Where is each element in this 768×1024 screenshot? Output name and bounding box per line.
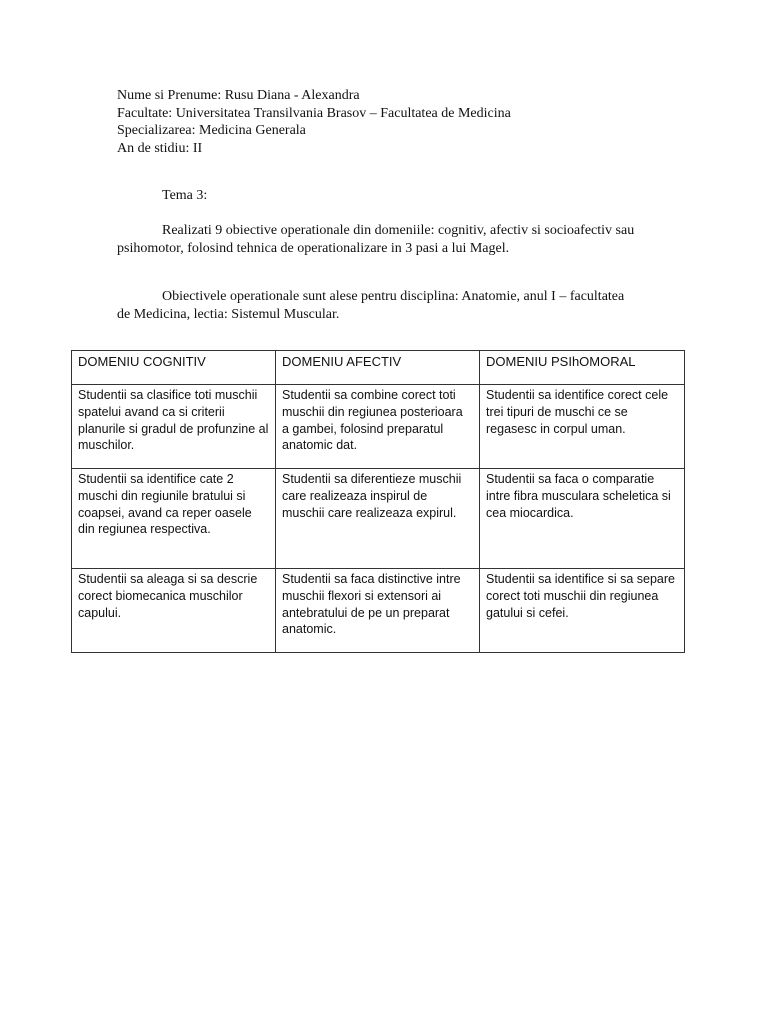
table-row xyxy=(72,569,685,653)
assignment-title: Tema 3: xyxy=(162,188,208,203)
assignment-description: Realizati 9 obiective operationale din domeniile: cognitiv, afectiv si socioafectiv sau psihomotor, folosind tehnica de operationalizare in 3 pasi a lui Magel. xyxy=(117,223,635,256)
table-cell: Studentii sa combine corect toti muschii din regiunea posterioara a gambei, folosind preparatul anatomic dat. xyxy=(276,385,480,469)
table-cell: Studentii sa faca o comparatie intre fibra musculara scheletica si cea miocardica. xyxy=(480,469,685,569)
objectives-table xyxy=(71,350,685,653)
table-row xyxy=(72,469,685,569)
header-psychomotor: DOMENIU PSIhOMORAL xyxy=(480,351,685,385)
student-name: Nume si Prenume: Rusu Diana - Alexandra xyxy=(117,88,360,103)
specialization: Specializarea: Medicina Generala xyxy=(117,123,306,138)
table-cell: Studentii sa diferentieze muschii care realizeaza inspirul de muschii care realizeaza expirul. xyxy=(276,469,480,569)
table-cell: Studentii sa identifice si sa separe corect toti muschii din regiunea gatului si cefei. xyxy=(480,569,685,653)
student-info xyxy=(117,87,511,157)
table-cell: Studentii sa identifice cate 2 muschi din regiunile bratului si coapsei, avand ca reper oasele din regiunea respectiva. xyxy=(72,469,276,569)
table-row xyxy=(72,385,685,469)
table-cell: Studentii sa faca distinctive intre muschii flexori si extensori ai antebratului de pe un preparat anatomic. xyxy=(276,569,480,653)
faculty: Facultate: Universitatea Transilvania Brasov – Facultatea de Medicina xyxy=(117,105,511,121)
discipline-description: Obiectivele operationale sunt alese pentru disciplina: Anatomie, anul I – facultatea de Medicina, lectia: Sistemul Muscular. xyxy=(117,289,625,322)
table-cell: Studentii sa identifice corect cele trei tipuri de muschi ce se regasesc in corpul uman. xyxy=(480,385,685,469)
table-header-row xyxy=(72,351,685,385)
header-cognitive: DOMENIU COGNITIV xyxy=(72,351,276,385)
table-cell: Studentii sa clasifice toti muschii spatelui avand ca si criterii planurile si gradul de profunzine al muschilor. xyxy=(72,385,276,469)
header-affective: DOMENIU AFECTIV xyxy=(276,351,480,385)
table-cell: Studentii sa aleaga si sa descrie corect biomecanica muschilor capului. xyxy=(72,569,276,653)
study-year: An de stidiu: II xyxy=(117,140,203,156)
